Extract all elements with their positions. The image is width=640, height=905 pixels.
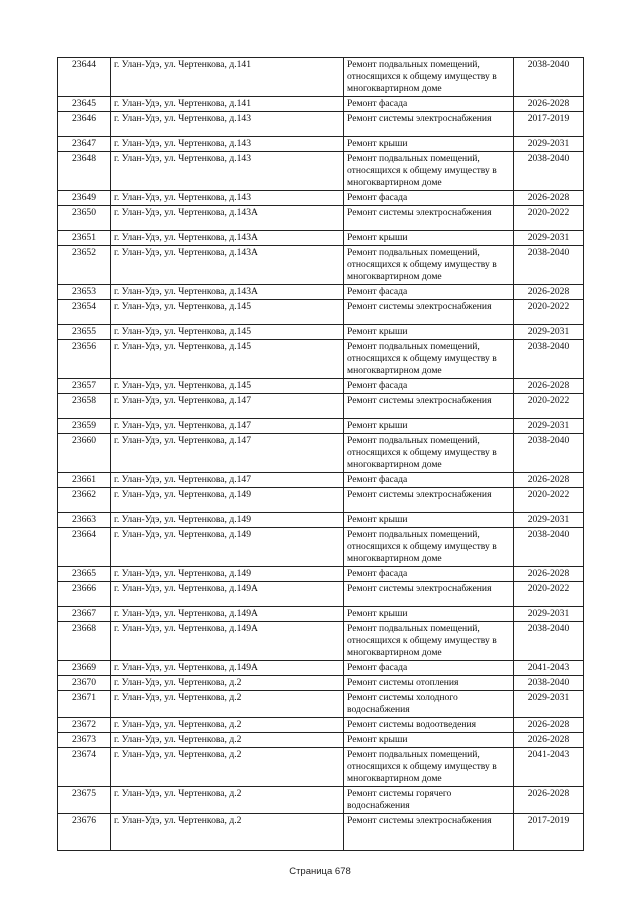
period-cell: 2020-2022 [514,206,584,231]
address-cell: г. Улан-Удэ, ул. Чертенкова, д.147 [111,434,344,473]
row-number: 23675 [58,787,111,814]
period-cell: 2026-2028 [514,473,584,488]
table-row [58,528,584,567]
row-number: 23658 [58,394,111,419]
row-number: 23656 [58,340,111,379]
work-type-cell: Ремонт фасада [344,473,514,488]
row-number: 23667 [58,607,111,622]
address-cell: г. Улан-Удэ, ул. Чертенкова, д.149А [111,582,344,607]
row-number: 23650 [58,206,111,231]
address-cell: г. Улан-Удэ, ул. Чертенкова, д.143А [111,285,344,300]
row-number: 23676 [58,814,111,851]
work-type-cell: Ремонт системы электроснабжения [344,112,514,137]
address-cell: г. Улан-Удэ, ул. Чертенкова, д.143А [111,206,344,231]
address-cell: г. Улан-Удэ, ул. Чертенкова, д.149 [111,513,344,528]
table-row [58,691,584,718]
period-cell: 2026-2028 [514,733,584,748]
address-cell: г. Улан-Удэ, ул. Чертенкова, д.2 [111,691,344,718]
period-cell: 2029-2031 [514,137,584,152]
period-cell: 2038-2040 [514,58,584,97]
table-row [58,473,584,488]
period-cell: 2026-2028 [514,191,584,206]
work-type-cell: Ремонт системы электроснабжения [344,300,514,325]
row-number: 23651 [58,231,111,246]
work-type-cell: Ремонт системы отопления [344,676,514,691]
row-number: 23668 [58,622,111,661]
row-number: 23670 [58,676,111,691]
row-number: 23665 [58,567,111,582]
table-row [58,325,584,340]
address-cell: г. Улан-Удэ, ул. Чертенкова, д.2 [111,748,344,787]
address-cell: г. Улан-Удэ, ул. Чертенкова, д.145 [111,340,344,379]
period-cell: 2026-2028 [514,787,584,814]
work-type-cell: Ремонт крыши [344,513,514,528]
period-cell: 2029-2031 [514,325,584,340]
table-row [58,488,584,513]
table-row [58,246,584,285]
table-row [58,340,584,379]
row-number: 23659 [58,419,111,434]
address-cell: г. Улан-Удэ, ул. Чертенкова, д.141 [111,58,344,97]
table-row [58,152,584,191]
address-cell: г. Улан-Удэ, ул. Чертенкова, д.149 [111,528,344,567]
work-type-cell: Ремонт подвальных помещений, относящихся к общему имуществу в многоквартирном доме [344,434,514,473]
address-cell: г. Улан-Удэ, ул. Чертенкова, д.143А [111,231,344,246]
row-number: 23653 [58,285,111,300]
page-number: Страница 678 [289,866,351,877]
row-number: 23654 [58,300,111,325]
table-row [58,582,584,607]
table-row [58,434,584,473]
table-row [58,513,584,528]
row-number: 23673 [58,733,111,748]
period-cell: 2017-2019 [514,112,584,137]
work-type-cell: Ремонт крыши [344,231,514,246]
table-row [58,733,584,748]
row-number: 23644 [58,58,111,97]
period-cell: 2026-2028 [514,379,584,394]
address-cell: г. Улан-Удэ, ул. Чертенкова, д.2 [111,733,344,748]
row-number: 23662 [58,488,111,513]
address-cell: г. Улан-Удэ, ул. Чертенкова, д.143А [111,246,344,285]
table-row [58,191,584,206]
table-row [58,748,584,787]
table-row [58,231,584,246]
work-type-cell: Ремонт крыши [344,419,514,434]
work-type-cell: Ремонт фасада [344,379,514,394]
table-row [58,567,584,582]
row-number: 23657 [58,379,111,394]
table-row [58,661,584,676]
table-row [58,607,584,622]
address-cell: г. Улан-Удэ, ул. Чертенкова, д.147 [111,394,344,419]
work-type-cell: Ремонт фасада [344,191,514,206]
period-cell: 2038-2040 [514,340,584,379]
table-row [58,97,584,112]
period-cell: 2038-2040 [514,434,584,473]
period-cell: 2026-2028 [514,718,584,733]
table-body [58,58,584,851]
work-type-cell: Ремонт системы электроснабжения [344,394,514,419]
period-cell: 2029-2031 [514,231,584,246]
work-type-cell: Ремонт подвальных помещений, относящихся к общему имуществу в многоквартирном доме [344,622,514,661]
row-number: 23646 [58,112,111,137]
row-number: 23663 [58,513,111,528]
table-row [58,718,584,733]
period-cell: 2029-2031 [514,691,584,718]
period-cell: 2038-2040 [514,622,584,661]
work-type-cell: Ремонт крыши [344,137,514,152]
period-cell: 2038-2040 [514,152,584,191]
table-row [58,622,584,661]
row-number: 23645 [58,97,111,112]
work-type-cell: Ремонт системы электроснабжения [344,206,514,231]
period-cell: 2029-2031 [514,419,584,434]
address-cell: г. Улан-Удэ, ул. Чертенкова, д.2 [111,787,344,814]
table-row [58,206,584,231]
work-type-cell: Ремонт системы холодного водоснабжения [344,691,514,718]
address-cell: г. Улан-Удэ, ул. Чертенкова, д.143 [111,191,344,206]
table-row [58,394,584,419]
address-cell: г. Улан-Удэ, ул. Чертенкова, д.143 [111,137,344,152]
address-cell: г. Улан-Удэ, ул. Чертенкова, д.149А [111,607,344,622]
address-cell: г. Улан-Удэ, ул. Чертенкова, д.143 [111,152,344,191]
row-number: 23649 [58,191,111,206]
row-number: 23666 [58,582,111,607]
row-number: 23661 [58,473,111,488]
address-cell: г. Улан-Удэ, ул. Чертенкова, д.2 [111,814,344,851]
period-cell: 2020-2022 [514,394,584,419]
table-row [58,300,584,325]
work-type-cell: Ремонт системы водоотведения [344,718,514,733]
period-cell: 2026-2028 [514,567,584,582]
period-cell: 2017-2019 [514,814,584,851]
work-type-cell: Ремонт системы электроснабжения [344,488,514,513]
work-type-cell: Ремонт подвальных помещений, относящихся к общему имуществу в многоквартирном доме [344,58,514,97]
row-number: 23671 [58,691,111,718]
period-cell: 2020-2022 [514,582,584,607]
address-cell: г. Улан-Удэ, ул. Чертенкова, д.149 [111,567,344,582]
work-type-cell: Ремонт системы горячего водоснабжения [344,787,514,814]
table-row [58,787,584,814]
repair-schedule-table [57,57,584,851]
period-cell: 2038-2040 [514,528,584,567]
work-type-cell: Ремонт подвальных помещений, относящихся к общему имуществу в многоквартирном доме [344,340,514,379]
row-number: 23674 [58,748,111,787]
work-type-cell: Ремонт системы электроснабжения [344,582,514,607]
work-type-cell: Ремонт подвальных помещений, относящихся к общему имуществу в многоквартирном доме [344,528,514,567]
row-number: 23660 [58,434,111,473]
address-cell: г. Улан-Удэ, ул. Чертенкова, д.149А [111,622,344,661]
table-row [58,285,584,300]
address-cell: г. Улан-Удэ, ул. Чертенкова, д.147 [111,419,344,434]
period-cell: 2041-2043 [514,748,584,787]
work-type-cell: Ремонт подвальных помещений, относящихся к общему имуществу в многоквартирном доме [344,246,514,285]
period-cell: 2020-2022 [514,488,584,513]
table-row [58,58,584,97]
work-type-cell: Ремонт фасада [344,97,514,112]
period-cell: 2026-2028 [514,97,584,112]
row-number: 23652 [58,246,111,285]
address-cell: г. Улан-Удэ, ул. Чертенкова, д.145 [111,325,344,340]
address-cell: г. Улан-Удэ, ул. Чертенкова, д.149 [111,488,344,513]
address-cell: г. Улан-Удэ, ул. Чертенкова, д.2 [111,718,344,733]
address-cell: г. Улан-Удэ, ул. Чертенкова, д.141 [111,97,344,112]
work-type-cell: Ремонт крыши [344,325,514,340]
row-number: 23647 [58,137,111,152]
table-row [58,379,584,394]
address-cell: г. Улан-Удэ, ул. Чертенкова, д.143 [111,112,344,137]
row-number: 23648 [58,152,111,191]
address-cell: г. Улан-Удэ, ул. Чертенкова, д.145 [111,379,344,394]
row-number: 23672 [58,718,111,733]
row-number: 23664 [58,528,111,567]
period-cell: 2038-2040 [514,246,584,285]
period-cell: 2038-2040 [514,676,584,691]
work-type-cell: Ремонт крыши [344,733,514,748]
period-cell: 2020-2022 [514,300,584,325]
work-type-cell: Ремонт подвальных помещений, относящихся к общему имуществу в многоквартирном доме [344,152,514,191]
table-row [58,112,584,137]
table-row [58,419,584,434]
period-cell: 2029-2031 [514,607,584,622]
work-type-cell: Ремонт фасада [344,285,514,300]
address-cell: г. Улан-Удэ, ул. Чертенкова, д.145 [111,300,344,325]
work-type-cell: Ремонт системы электроснабжения [344,814,514,851]
work-type-cell: Ремонт фасада [344,567,514,582]
table-row [58,137,584,152]
work-type-cell: Ремонт подвальных помещений, относящихся к общему имуществу в многоквартирном доме [344,748,514,787]
work-type-cell: Ремонт крыши [344,607,514,622]
work-type-cell: Ремонт фасада [344,661,514,676]
address-cell: г. Улан-Удэ, ул. Чертенкова, д.147 [111,473,344,488]
table-row [58,676,584,691]
address-cell: г. Улан-Удэ, ул. Чертенкова, д.149А [111,661,344,676]
period-cell: 2026-2028 [514,285,584,300]
period-cell: 2041-2043 [514,661,584,676]
row-number: 23669 [58,661,111,676]
period-cell: 2029-2031 [514,513,584,528]
row-number: 23655 [58,325,111,340]
address-cell: г. Улан-Удэ, ул. Чертенкова, д.2 [111,676,344,691]
table-row [58,814,584,851]
